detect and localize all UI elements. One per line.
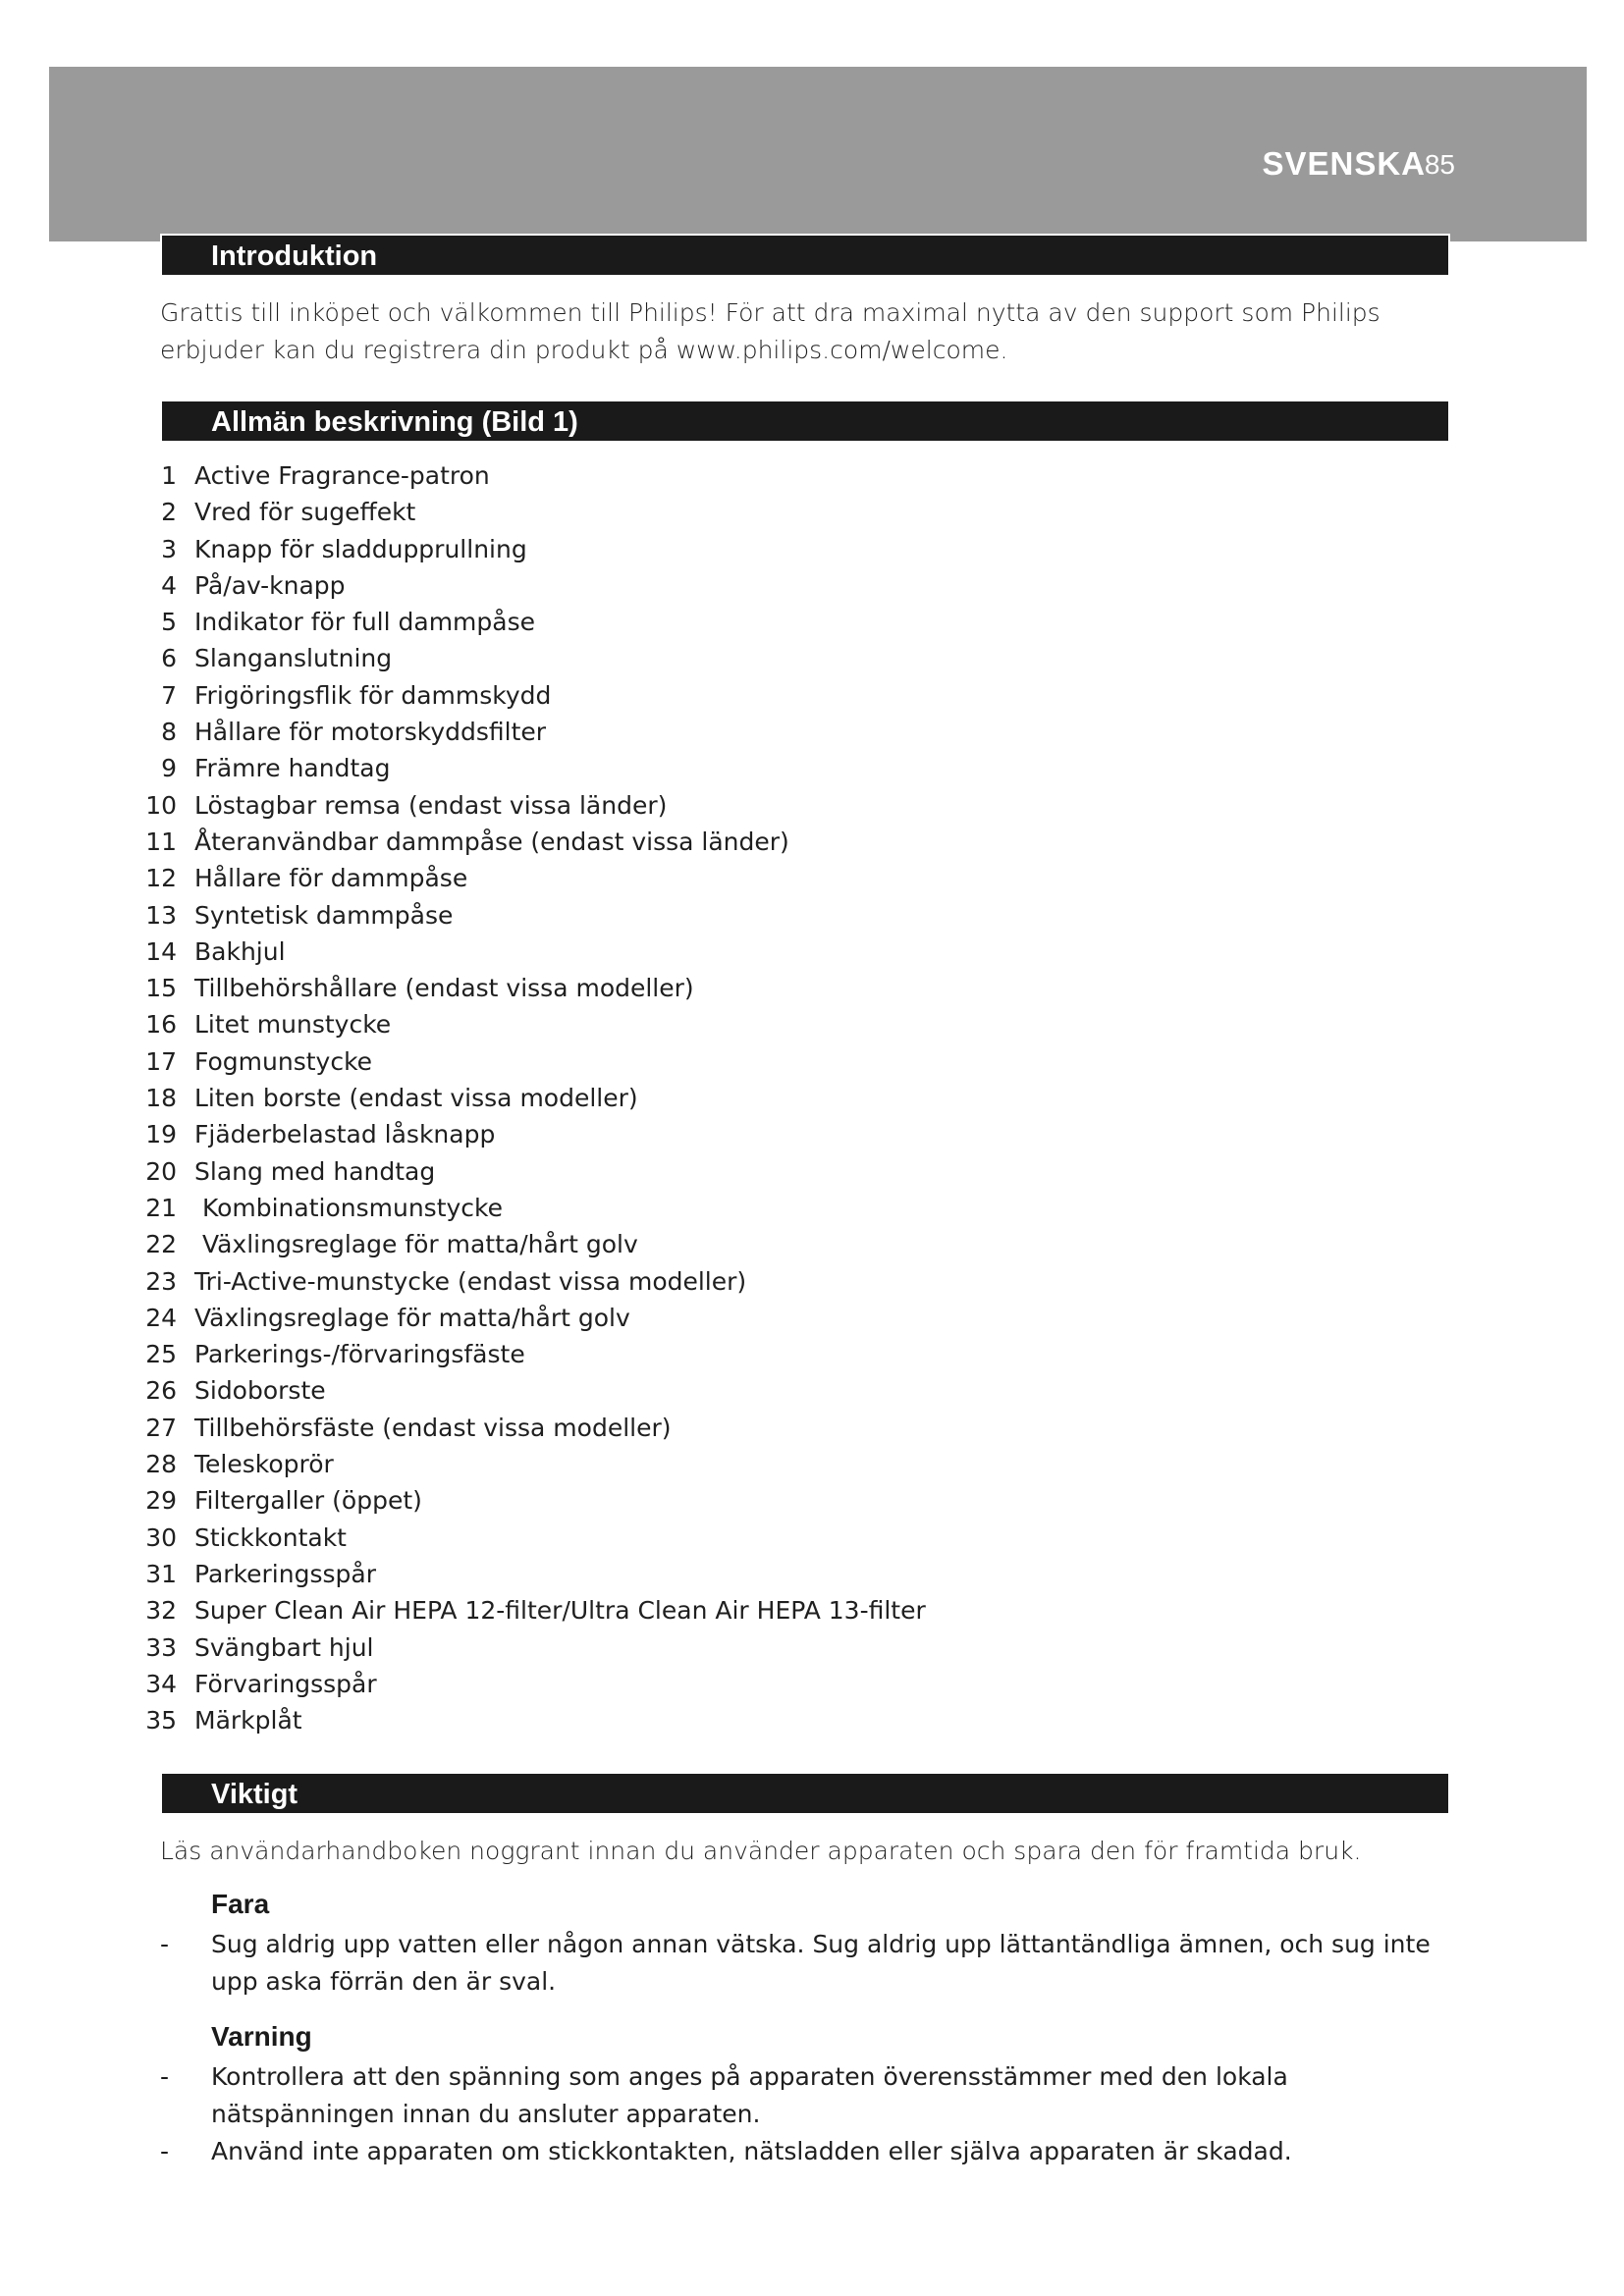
list-item [0, 1043, 926, 1080]
list-item-number: 5 [161, 608, 177, 637]
list-item [0, 1116, 926, 1152]
list-item-number: 17 [145, 1046, 177, 1076]
list-item-label: Sidoborste [194, 1376, 326, 1406]
bullet-dash: - [160, 1930, 170, 1958]
section-title: Introduktion [211, 240, 378, 272]
list-item-label: Bakhjul [194, 936, 286, 966]
page-number: 85 [1424, 149, 1455, 180]
list-item-label: Tri-Active-munstycke (endast vissa modeller) [194, 1266, 747, 1296]
list-item [0, 1263, 926, 1300]
list-item-number: 33 [145, 1632, 177, 1662]
list-item-label: Märkplåt [194, 1706, 302, 1735]
list-item-number: 6 [161, 644, 177, 673]
list-item-number: 10 [145, 790, 177, 820]
list-item-number: 29 [145, 1486, 177, 1516]
list-item-label: Knapp för sladdupprullning [194, 534, 527, 563]
parts-list [0, 457, 926, 1738]
list-item-label: Tillbehörshållare (endast vissa modeller) [194, 974, 694, 1003]
list-item-label: Vred för sugeffekt [194, 498, 416, 527]
list-item [0, 824, 926, 860]
list-item [0, 1410, 926, 1446]
list-item-number: 7 [161, 680, 177, 710]
list-item-number: 1 [161, 461, 177, 490]
list-item-number: 35 [145, 1706, 177, 1735]
list-item-number: 26 [145, 1376, 177, 1406]
list-item-number: 30 [145, 1522, 177, 1552]
list-item-number: 15 [145, 974, 177, 1003]
list-item [0, 1666, 926, 1702]
list-item [0, 457, 926, 494]
warning-item-text: Kontrollera att den spänning som anges på apparaten överensstämmer med den lokala nätspänningen innan du ansluter apparaten. [211, 2062, 1288, 2128]
list-item-number: 32 [145, 1596, 177, 1626]
list-item [0, 1190, 926, 1226]
list-item [0, 1336, 926, 1372]
danger-item [160, 1926, 1450, 2001]
list-item [0, 714, 926, 750]
section-bar-important [160, 1772, 1450, 1815]
list-item-label: Förvaringsspår [194, 1669, 377, 1698]
section-bar-introduction [160, 234, 1450, 277]
list-item-label: Teleskoprör [194, 1450, 334, 1479]
danger-heading: Fara [211, 1889, 270, 1919]
list-item-number: 18 [145, 1084, 177, 1113]
list-item-number: 28 [145, 1450, 177, 1479]
list-item-number: 20 [145, 1156, 177, 1186]
list-item-number: 31 [145, 1559, 177, 1588]
list-item-number: 4 [161, 570, 177, 600]
list-item-label: Växlingsreglage för matta/hårt golv [194, 1303, 630, 1332]
list-item-label: Kombinationsmunstycke [194, 1193, 504, 1222]
list-item-number: 22 [145, 1230, 177, 1259]
list-item [0, 1556, 926, 1592]
list-item [0, 640, 926, 676]
list-item [0, 1702, 926, 1738]
list-item-label: Liten borste (endast vissa modeller) [194, 1084, 638, 1113]
list-item [0, 970, 926, 1006]
bullet-dash: - [160, 2137, 170, 2165]
warning-heading: Varning [211, 2021, 312, 2052]
list-item-number: 21 [145, 1193, 177, 1222]
list-item [0, 531, 926, 567]
list-item-number: 14 [145, 936, 177, 966]
list-item [0, 1153, 926, 1190]
list-item [0, 787, 926, 824]
list-item-label: Slang med handtag [194, 1156, 436, 1186]
list-item [0, 494, 926, 530]
list-item-label: Fogmunstycke [194, 1046, 373, 1076]
list-item-label: Super Clean Air HEPA 12-filter/Ultra Clean Air HEPA 13-filter [194, 1596, 926, 1626]
list-item [0, 1080, 926, 1116]
list-item-label: Tillbehörsfäste (endast vissa modeller) [194, 1413, 672, 1442]
list-item-label: På/av-knapp [194, 570, 346, 600]
danger-item-text: Sug aldrig upp vatten eller någon annan vätska. Sug aldrig upp lättantändliga ämnen, och sug inte upp aska förrän den är sval. [211, 1930, 1431, 1996]
list-item-number: 16 [145, 1010, 177, 1040]
list-item [0, 860, 926, 896]
list-item [0, 1006, 926, 1042]
list-item-label: Främre handtag [194, 754, 391, 783]
list-item-label: Löstagbar remsa (endast vissa länder) [194, 790, 668, 820]
important-intro: Läs användarhandboken noggrant innan du använder apparaten och spara den för framtida bruk. [160, 1837, 1362, 1865]
list-item-number: 23 [145, 1266, 177, 1296]
list-item [0, 604, 926, 640]
list-item-label: Hållare för motorskyddsfilter [194, 718, 547, 747]
bullet-dash: - [160, 2062, 170, 2091]
list-item-label: Frigöringsflik för dammskydd [194, 680, 552, 710]
list-item-number: 19 [145, 1120, 177, 1149]
warning-item-text: Använd inte apparaten om stickkontakten, nätsladden eller själva apparaten är skadad. [211, 2137, 1292, 2165]
section-title: Allmän beskrivning (Bild 1) [211, 406, 578, 438]
list-item [0, 677, 926, 714]
list-item [0, 750, 926, 786]
list-item-number: 8 [161, 718, 177, 747]
list-item [0, 567, 926, 604]
list-item [0, 1520, 926, 1556]
list-item [0, 1446, 926, 1482]
list-item [0, 1482, 926, 1519]
list-item-label: Syntetisk dammpåse [194, 900, 454, 930]
list-item-number: 9 [161, 754, 177, 783]
list-item-number: 12 [145, 864, 177, 893]
list-item-label: Parkeringsspår [194, 1559, 376, 1588]
list-item-number: 34 [145, 1669, 177, 1698]
list-item-label: Parkerings-/förvaringsfäste [194, 1340, 525, 1369]
list-item-label: Indikator för full dammpåse [194, 608, 536, 637]
list-item-number: 11 [145, 827, 177, 856]
list-item-label: Hållare för dammpåse [194, 864, 468, 893]
list-item-number: 25 [145, 1340, 177, 1369]
list-item-label: Litet munstycke [194, 1010, 392, 1040]
warning-item [160, 2058, 1450, 2133]
list-item-label: Växlingsreglage för matta/hårt golv [194, 1230, 638, 1259]
language-label: SVENSKA [1262, 145, 1426, 182]
introduction-text: Grattis till inköpet och välkommen till Philips! För att dra maximal nytta av den support som Philips erbjuder kan du registrera din produkt på www.philips.com/welcome. [160, 298, 1380, 364]
list-item-label: Active Fragrance-patron [194, 461, 490, 490]
list-item-label: Svängbart hjul [194, 1632, 374, 1662]
list-item-number: 27 [145, 1413, 177, 1442]
list-item [0, 1372, 926, 1409]
list-item-label: Fjäderbelastad låsknapp [194, 1120, 496, 1149]
list-item-number: 24 [145, 1303, 177, 1332]
list-item [0, 1300, 926, 1336]
list-item [0, 1226, 926, 1262]
list-item-number: 13 [145, 900, 177, 930]
section-bar-general-description [160, 400, 1450, 443]
list-item-label: Stickkontakt [194, 1522, 347, 1552]
list-item-number: 2 [161, 498, 177, 527]
list-item [0, 1592, 926, 1629]
list-item [0, 897, 926, 934]
list-item [0, 1629, 926, 1666]
list-item-label: Slanganslutning [194, 644, 393, 673]
list-item [0, 934, 926, 970]
list-item-label: Återanvändbar dammpåse (endast vissa länder) [194, 827, 789, 856]
list-item-number: 3 [161, 534, 177, 563]
section-title: Viktigt [211, 1779, 298, 1810]
list-item-label: Filtergaller (öppet) [194, 1486, 422, 1516]
warning-item [160, 2133, 1450, 2170]
